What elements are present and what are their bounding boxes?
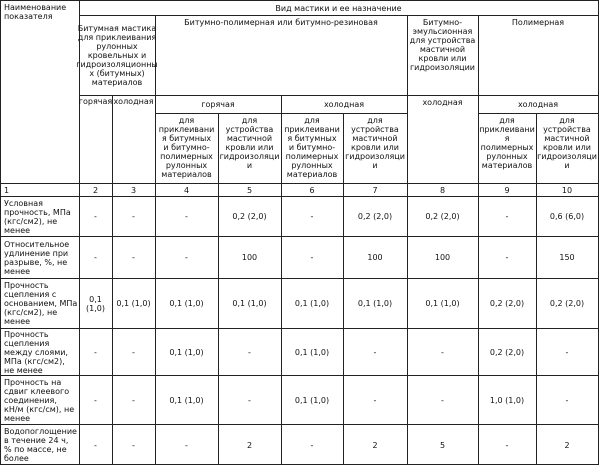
table-cell: 2: [372, 440, 378, 450]
column-number: 4: [183, 185, 190, 195]
cold-bp-subheader: холодная: [323, 100, 365, 109]
table-cell: -: [94, 347, 97, 357]
table-cell: -: [185, 212, 188, 221]
table-cell: 0,2 (2,0): [549, 299, 585, 308]
mastic-type-header: Вид мастики и ее назначение: [275, 3, 402, 13]
row-label: Прочность на сдвиг клеевого соединения, кН/м (кгс/см), не менее: [4, 377, 75, 423]
table-cell: 0,2 (2,0): [357, 212, 393, 221]
bitumen-emulsion-header: Битумно- эмульсионная для устройства мастичной кровли или гидроизоляции: [409, 18, 476, 72]
row-label: Водопоглощение в течение 24 ч, % по массе, не более: [4, 427, 77, 463]
polymer-header: Полимерная: [511, 18, 565, 27]
table-cell: -: [185, 253, 188, 262]
hot-bp-subheader: горячая: [201, 100, 235, 109]
polymer-gluing-subheader: для приклеивани я полимерных рулонных материалов: [479, 116, 535, 170]
table-cell: 100: [241, 253, 258, 262]
table-cell: -: [505, 440, 509, 450]
table-cell: 5: [439, 440, 446, 450]
table-cell: 0,1 (1,0): [169, 395, 204, 405]
cold-roof-subheader: для устройства мастичной кровли или гидроизоляци и: [345, 116, 405, 170]
table-cell: -: [248, 347, 251, 357]
table-cell: 0,1 (1,0): [116, 299, 151, 308]
table-cell: -: [132, 253, 135, 262]
table-cell: 0,1 (1,0): [425, 299, 460, 308]
table-cell: -: [248, 395, 251, 405]
column-number: 10: [561, 185, 573, 195]
table-cell: 0,2 (2,0): [489, 347, 525, 357]
table-cell: -: [94, 395, 97, 405]
cold-polymer-subheader: холодная: [517, 100, 559, 109]
row-label: Условная прочность, МПа (кгс/см2), не менее: [4, 198, 71, 235]
table-cell: 100: [367, 253, 383, 262]
table-cell: 0,1 (1,0): [294, 395, 330, 405]
column-number: 3: [130, 185, 137, 195]
cold-emulsion-subheader: холодная: [422, 98, 463, 107]
indicator-header: Наименование показателя: [4, 3, 67, 21]
column-number: 5: [246, 185, 253, 195]
table-cell: -: [94, 440, 97, 450]
table-cell: -: [94, 212, 97, 221]
table-cell: 2: [564, 440, 570, 450]
table-cell: 1,0 (1,0): [489, 395, 525, 405]
table-cell: -: [310, 253, 314, 262]
table-cell: -: [565, 347, 569, 357]
table-cell: -: [441, 347, 444, 357]
table-cell: -: [132, 212, 135, 221]
table-cell: 2: [246, 440, 253, 450]
table-cell: -: [310, 440, 314, 450]
table-cell: 0,2 (2,0): [425, 212, 460, 221]
column-number: 7: [372, 185, 378, 195]
column-number: 1: [4, 185, 10, 195]
column-number: 9: [504, 185, 510, 195]
table-cell: -: [373, 347, 377, 357]
table-cell: 0,6 (6,0): [549, 212, 585, 221]
table-cell: -: [565, 395, 569, 405]
table-cell: 0,1 (1,0): [169, 347, 204, 357]
column-number: 2: [92, 185, 99, 195]
bitumen-mastic-header: Битумная мастика для приклеивания рулонных кровельных и гидроизоляционны х (битумных) материалов: [76, 24, 158, 87]
table-cell: 0,1 (1,0): [86, 294, 105, 313]
row-label: Прочность сцепления с основанием, МПа (кгс/см2), не менее: [4, 281, 78, 326]
row-label: Прочность сцепления между слоями, МПа (кгс/см2), не менее: [4, 329, 68, 375]
table-cell: -: [132, 440, 135, 450]
table-cell: 150: [559, 253, 575, 262]
table-cell: -: [185, 440, 188, 450]
table-cell: -: [94, 253, 97, 262]
hot-subheader: горячая: [78, 97, 113, 106]
table-cell: 0,1 (1,0): [294, 299, 330, 308]
table-cell: -: [505, 253, 509, 262]
table-cell: 0,2 (2,0): [232, 212, 267, 221]
row-label: Относительное удлинение при разрыве, %, не менее: [4, 239, 70, 276]
table-cell: 0,1 (1,0): [294, 347, 330, 357]
table-cell: -: [505, 212, 509, 221]
hot-gluing-subheader: для приклеивани я битумных и битумно- полимерных рулонных материалов: [158, 116, 215, 179]
table-cell: 100: [434, 253, 451, 262]
table-cell: 0,1 (1,0): [169, 299, 204, 308]
table-cell: -: [132, 395, 135, 405]
cold-subheader: холодная: [113, 97, 154, 106]
hot-roof-subheader: для устройства мастичной кровли или гидроизоляци и: [219, 116, 280, 170]
cold-gluing-subheader: для приклеивани я битумных и битумно- полимерных рулонных материалов: [284, 116, 340, 179]
table-cell: 0,1 (1,0): [232, 299, 267, 308]
table-cell: -: [310, 212, 314, 221]
table-cell: -: [373, 395, 377, 405]
table-cell: -: [132, 347, 135, 357]
bitumen-polymer-header: Битумно-полимерная или битумно-резиновая: [184, 18, 378, 27]
table-cell: 0,2 (2,0): [489, 299, 525, 308]
table-cell: -: [441, 395, 444, 405]
table-cell: 0,1 (1,0): [357, 299, 393, 308]
column-number: 6: [309, 185, 315, 195]
polymer-roof-subheader: для устройства мастичной кровли или гидроизоляци и: [537, 116, 597, 170]
column-number: 8: [439, 185, 446, 195]
